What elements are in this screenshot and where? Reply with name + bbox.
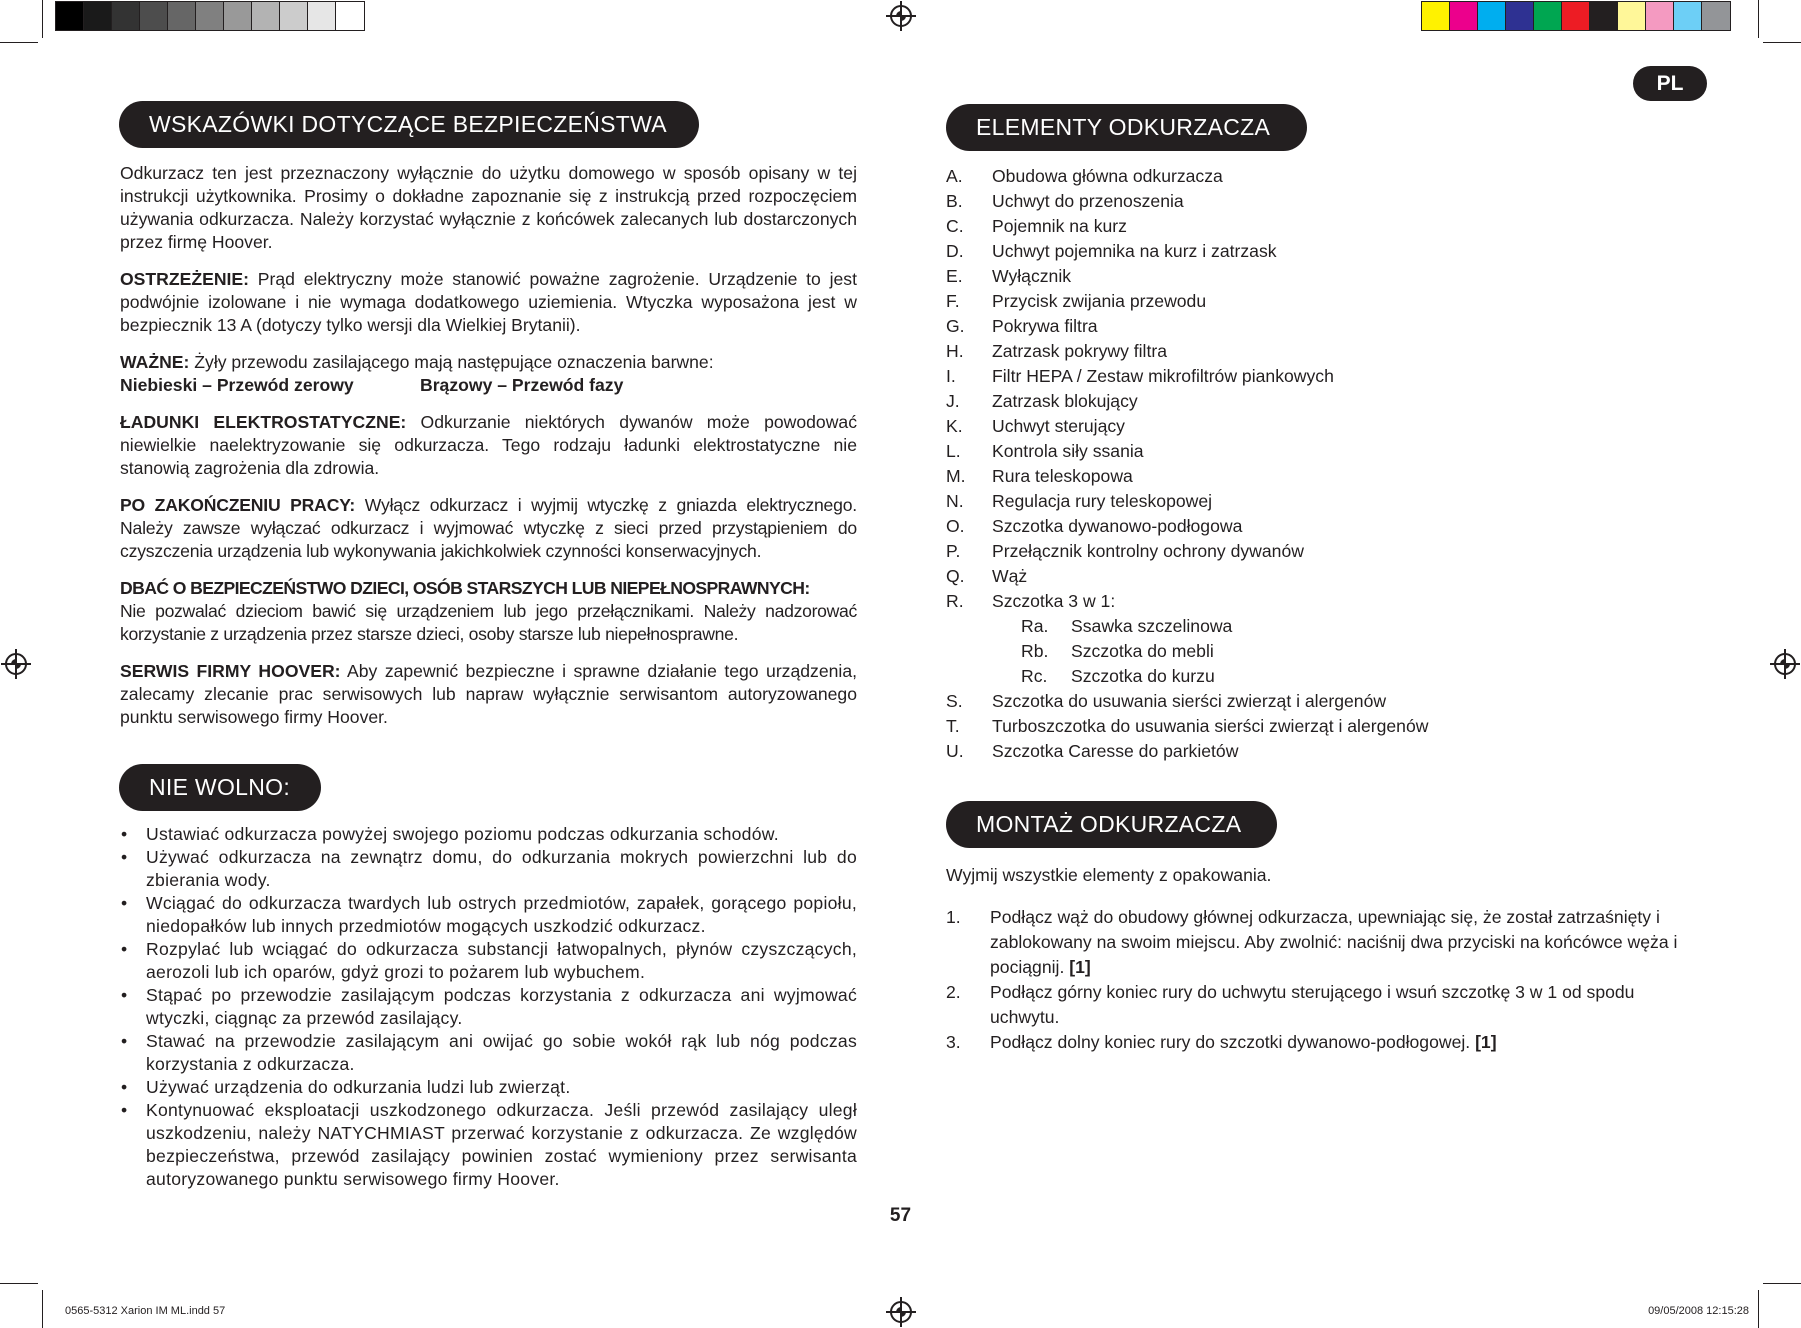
step-text: Podłącz górny koniec rury do uchwytu sterującego i wsuń szczotkę 3 w 1 od spodu uchwytu.	[990, 982, 1635, 1027]
page-number: 57	[889, 1205, 912, 1226]
part-label: Wąż	[992, 566, 1028, 586]
part-letter: Rc.	[1021, 666, 1048, 686]
figure-reference: [1]	[1475, 1032, 1497, 1052]
important-paragraph	[120, 351, 857, 374]
part-label: Kontrola siły ssania	[992, 441, 1144, 461]
part-item	[946, 314, 1646, 339]
part-letter: C.	[946, 216, 964, 236]
part-letter: E.	[946, 266, 963, 286]
step-number: 2.	[946, 982, 961, 1002]
step-text-wrap	[990, 980, 1686, 1030]
safety-heading	[119, 101, 699, 148]
after-use-paragraph	[120, 494, 857, 563]
do-not-heading	[119, 764, 321, 811]
part-letter: B.	[946, 191, 963, 211]
part-letter: L.	[946, 441, 961, 461]
color-swatch	[112, 2, 140, 30]
color-swatch	[224, 2, 252, 30]
assembly-heading-text: MONTAŻ ODKURZACZA	[976, 811, 1242, 837]
part-letter: A.	[946, 166, 963, 186]
parts-heading	[946, 104, 1307, 151]
part-label: Szczotka do usuwania sierści zwierząt i alergenów	[992, 691, 1387, 711]
wire-blue: Niebieski – Przewód zerowy	[120, 375, 354, 395]
crop-mark	[42, 0, 43, 38]
crop-mark	[1758, 1290, 1759, 1328]
after-use-text: Wyłącz odkurzacz i wyjmij wtyczkę z gniazda elektrycznego. Należy zawsze wyłączać odkurzacz i wyjmować wtyczkę z sieci przed przystąpieniem do czyszczenia urządzenia lub wykonywania jakichkolwiek czynności konserwacyjnych.	[120, 495, 857, 561]
part-label: Przycisk zwijania przewodu	[992, 291, 1207, 311]
color-swatch	[1618, 2, 1646, 30]
color-swatch	[1674, 2, 1702, 30]
part-label: Wyłącznik	[992, 266, 1072, 286]
part-label: Filtr HEPA / Zestaw mikrofiltrów piankowych	[992, 366, 1334, 386]
part-letter: N.	[946, 491, 964, 511]
part-letter: M.	[946, 466, 966, 486]
registration-mark-icon	[890, 5, 912, 27]
part-item	[946, 414, 1646, 439]
crop-mark	[1763, 42, 1801, 43]
part-letter: Rb.	[1021, 641, 1049, 661]
part-letter: H.	[946, 341, 964, 361]
crop-mark	[1763, 1283, 1801, 1284]
part-label: Pokrywa filtra	[992, 316, 1098, 336]
part-letter: S.	[946, 691, 963, 711]
parts-list	[946, 164, 1646, 764]
part-letter: K.	[946, 416, 963, 436]
do-not-heading-text: NIE WOLNO:	[149, 774, 291, 800]
crop-mark	[42, 1290, 43, 1328]
color-swatch	[1422, 2, 1450, 30]
registration-mark-icon	[5, 653, 27, 675]
do-not-item: • Stąpać po przewodzie zasilającym podczas korzystania z odkurzacza ani wyjmować wtyczki, ciągnąc za przewód zasilający.	[120, 984, 857, 1030]
safety-section	[120, 162, 857, 743]
color-swatch	[140, 2, 168, 30]
wire-brown: Brązowy – Przewód fazy	[420, 375, 624, 395]
part-label: Turboszczotka do usuwania sierści zwierząt i alergenów	[992, 716, 1429, 736]
important-text: Żyły przewodu zasilającego mają następujące oznaczenia barwne:	[189, 352, 714, 372]
part-label: Przełącznik kontrolny ochrony dywanów	[992, 541, 1304, 561]
part-item	[946, 689, 1646, 714]
part-label: Uchwyt pojemnika na kurz i zatrzask	[992, 241, 1277, 261]
part-label: Szczotka dywanowo-podłogowa	[992, 516, 1243, 536]
step-text-wrap	[990, 1030, 1686, 1055]
part-label: Zatrzask pokrywy filtra	[992, 341, 1167, 361]
after-use-label: PO ZAKOŃCZENIU PRACY:	[120, 495, 356, 515]
part-item	[946, 339, 1646, 364]
safety-intro: Odkurzacz ten jest przeznaczony wyłącznie do użytku domowego w sposób opisany w tej instrukcji użytkownika. Prosimy o dokładne zapoznanie się z instrukcją przed rozpoczęciem używania odkurzacza. Należy korzystać wyłącznie z końcówek zalecanych lub dostarczonych przez firmę Hoover.	[120, 163, 857, 252]
part-item	[946, 514, 1646, 539]
part-item	[946, 664, 1646, 689]
do-not-item: • Rozpylać lub wciągać do odkurzacza substancji łatwopalnych, płynów czyszczących, aerozoli lub ich oparów, gdyż grozi to pożarem lub wybuchem.	[120, 938, 857, 984]
service-paragraph	[120, 660, 857, 729]
part-letter: P.	[946, 541, 961, 561]
important-label: WAŻNE:	[120, 352, 190, 372]
file-slug: 0565-5312 Xarion IM ML.indd 57	[65, 1305, 226, 1317]
do-not-item: • Używać odkurzacza na zewnątrz domu, do odkurzania mokrych powierzchni lub do zbierania wody.	[120, 846, 857, 892]
color-swatch	[1646, 2, 1674, 30]
crop-mark	[1758, 0, 1759, 38]
part-label: Obudowa główna odkurzacza	[992, 166, 1223, 186]
color-swatch	[1478, 2, 1506, 30]
assembly-step	[946, 980, 1686, 1030]
do-not-item: • Używać urządzenia do odkurzania ludzi lub zwierząt.	[120, 1076, 857, 1099]
color-swatch	[56, 2, 84, 30]
do-not-item: • Ustawiać odkurzacza powyżej swojego poziomu podczas odkurzania schodów.	[120, 823, 857, 846]
part-letter: Q.	[946, 566, 965, 586]
do-not-item: • Stawać na przewodzie zasilającym ani owijać go sobie wokół rąk lub nóg podczas korzystania z odkurzacza.	[120, 1030, 857, 1076]
service-text: Aby zapewnić bezpieczne i sprawne działanie tego urządzenia, zalecamy zlecanie prac serwisowych lub napraw wyłącznie serwisantom autoryzowanego punktu serwisowego firmy Hoover.	[120, 661, 857, 727]
warning-text: Prąd elektryczny może stanowić poważne zagrożenie. Urządzenie to jest podwójnie izolowane i nie wymaga dodatkowego uziemienia. Wtyczka wyposażona jest w bezpiecznik 13 A (dotyczy tylko wersji dla Wielkiej Brytanii).	[120, 269, 857, 335]
do-not-item: • Wciągać do odkurzacza twardych lub ostrych przedmiotów, zapałek, gorącego popiołu, niedopałków lub innych przedmiotów mogących uszkodzić odkurzacz.	[120, 892, 857, 938]
assembly-step	[946, 1030, 1686, 1055]
part-letter: F.	[946, 291, 960, 311]
part-item	[946, 289, 1646, 314]
language-badge: PL	[1633, 66, 1707, 101]
step-number: 3.	[946, 1032, 961, 1052]
assembly-steps	[946, 905, 1686, 1055]
part-item	[946, 564, 1646, 589]
part-label: Szczotka do mebli	[1071, 641, 1214, 661]
part-item	[946, 739, 1646, 764]
part-item	[946, 214, 1646, 239]
color-swatch	[252, 2, 280, 30]
part-letter: I.	[946, 366, 956, 386]
part-label: Szczotka 3 w 1:	[992, 591, 1116, 611]
registration-mark-icon	[890, 1301, 912, 1323]
registration-mark-icon	[1774, 653, 1796, 675]
static-paragraph	[120, 411, 857, 480]
color-swatch	[336, 2, 364, 30]
color-swatch	[1534, 2, 1562, 30]
step-number: 1.	[946, 907, 961, 927]
part-item	[946, 189, 1646, 214]
part-item	[946, 364, 1646, 389]
do-not-item: • Kontynuować eksploatacji uszkodzonego odkurzacza. Jeśli przewód zasilający uległ uszkodzeniu, należy NATYCHMIAST przerwać korzystanie z odkurzacza. Ze względów bezpieczeństwa, przewód zasilający powinien zostać wymieniony przez serwisanta autoryzowanego punktu serwisowego firmy Hoover.	[120, 1099, 857, 1191]
children-label: DBAĆ O BEZPIECZEŃSTWO DZIECI, OSÓB STARSZYCH LUB NIEPEŁNOSPRAWNYCH:	[120, 578, 810, 598]
part-label: Pojemnik na kurz	[992, 216, 1127, 236]
warning-paragraph	[120, 268, 857, 337]
part-item	[946, 239, 1646, 264]
color-swatch	[1590, 2, 1618, 30]
part-item	[946, 439, 1646, 464]
do-not-list	[120, 823, 857, 1191]
part-item	[946, 714, 1646, 739]
grayscale-color-bar	[55, 1, 365, 31]
color-swatch	[1506, 2, 1534, 30]
part-item	[946, 464, 1646, 489]
parts-heading-text: ELEMENTY ODKURZACZA	[976, 114, 1271, 140]
color-swatch	[1562, 2, 1590, 30]
part-letter: T.	[946, 716, 960, 736]
part-item	[946, 614, 1646, 639]
wire-colors	[120, 374, 857, 397]
part-letter: Ra.	[1021, 616, 1049, 636]
static-label: ŁADUNKI ELEKTROSTATYCZNE:	[120, 412, 407, 432]
color-swatch	[1450, 2, 1478, 30]
color-swatch	[168, 2, 196, 30]
part-letter: J.	[946, 391, 960, 411]
part-item	[946, 164, 1646, 189]
assembly-step	[946, 905, 1686, 980]
color-swatch	[280, 2, 308, 30]
part-letter: D.	[946, 241, 964, 261]
service-label: SERWIS FIRMY HOOVER:	[120, 661, 341, 681]
part-label: Regulacja rury teleskopowej	[992, 491, 1213, 511]
color-swatch	[308, 2, 336, 30]
step-text-wrap	[990, 905, 1686, 980]
assembly-intro: Wyjmij wszystkie elementy z opakowania.	[946, 865, 1272, 885]
part-label: Uchwyt sterujący	[992, 416, 1125, 436]
part-label: Zatrzask blokujący	[992, 391, 1138, 411]
part-label: Uchwyt do przenoszenia	[992, 191, 1184, 211]
children-text: Nie pozwalać dzieciom bawić się urządzeniem lub jego przełącznikami. Należy nadzorować korzystanie z urządzenia przez starsze dzieci, osoby starsze lub niepełnosprawne.	[120, 601, 857, 644]
color-swatch	[1702, 2, 1730, 30]
part-item	[946, 264, 1646, 289]
part-letter: G.	[946, 316, 965, 336]
part-item	[946, 539, 1646, 564]
part-item	[946, 589, 1646, 614]
step-text: Podłącz wąż do obudowy głównej odkurzacza, upewniając się, że został zatrzaśnięty i zablokowany na swoim miejscu. Aby zwolnić: naciśnij dwa przyciski na końcówce węża i pociągnij.	[990, 907, 1678, 977]
color-swatch	[196, 2, 224, 30]
static-text: Odkurzanie niektórych dywanów może powodować niewielkie naelektryzowanie się odkurzacza. Tego rodzaju ładunki elektrostatyczne nie stanowią zagrożenia dla zdrowia.	[120, 412, 858, 478]
part-item	[946, 489, 1646, 514]
figure-reference: [1]	[1069, 957, 1091, 977]
part-letter: U.	[946, 741, 964, 761]
assembly-heading	[946, 801, 1277, 848]
cmyk-color-bar	[1421, 1, 1731, 31]
part-letter: R.	[946, 591, 964, 611]
step-text: Podłącz dolny koniec rury do szczotki dywanowo-podłogowej.	[990, 1032, 1476, 1052]
children-paragraph	[120, 577, 857, 646]
date-slug: 09/05/2008 12:15:28	[1648, 1305, 1749, 1317]
part-label: Szczotka do kurzu	[1071, 666, 1215, 686]
part-label: Ssawka szczelinowa	[1071, 616, 1233, 636]
part-label: Rura teleskopowa	[992, 466, 1133, 486]
color-swatch	[84, 2, 112, 30]
warning-label: OSTRZEŻENIE:	[120, 269, 250, 289]
part-item	[946, 639, 1646, 664]
part-item	[946, 389, 1646, 414]
crop-mark	[0, 1283, 38, 1284]
crop-mark	[0, 42, 38, 43]
part-label: Szczotka Caresse do parkietów	[992, 741, 1239, 761]
safety-heading-text: WSKAZÓWKI DOTYCZĄCE BEZPIECZEŃSTWA	[149, 111, 667, 137]
part-letter: O.	[946, 516, 965, 536]
